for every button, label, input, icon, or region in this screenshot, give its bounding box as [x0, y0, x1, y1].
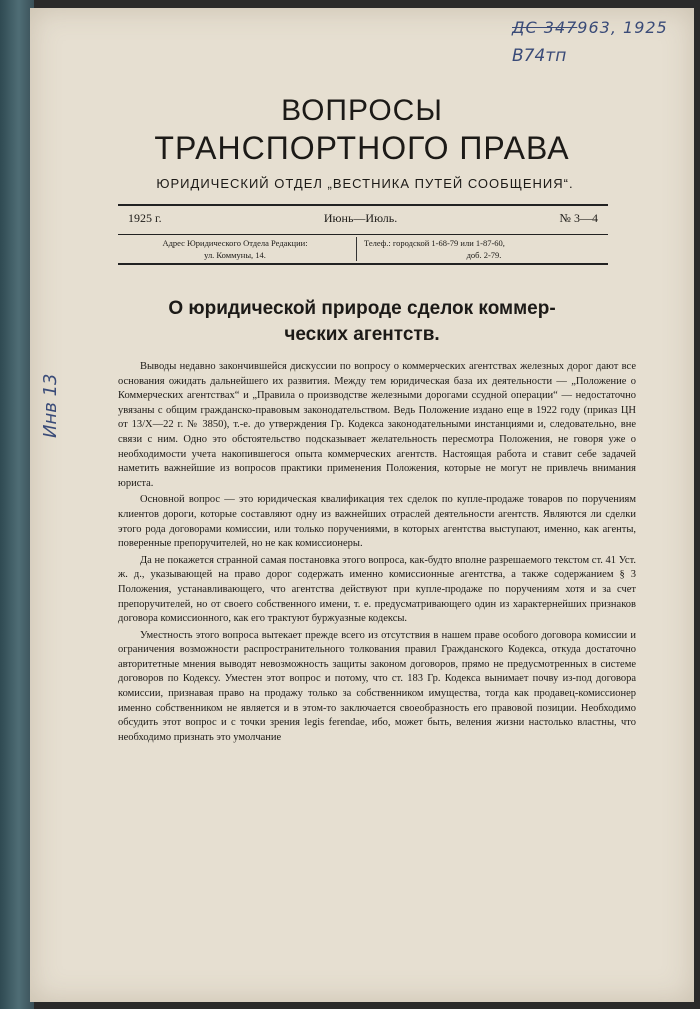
- journal-title-line2: ТРАНСПОРТНОГО ПРАВА: [154, 130, 570, 166]
- journal-title-line1: ВОПРОСЫ: [281, 94, 443, 127]
- editorial-address: Адрес Юридического Отдела Редакции: ул. Коммуны, 14.: [162, 238, 308, 260]
- handwritten-code: В74тп: [512, 46, 567, 66]
- cover-spine: [0, 0, 34, 1009]
- article-paragraph: Основной вопрос — это юридическая квалификация тех сделок по купле-продаже товаров по поручениям клиентов дороги, которые составляют одну из важнейших отраслей деятельности агентств. Являются ли сделки этого рода договорами комиссии, или только поручениями, в которых агентства выступают, именно, как агенты, поверенные препоручителей, но не как комиссионеры.: [118, 494, 636, 550]
- editorial-phone: Телеф.: городской 1-68-79 или 1-87-60, доб. 2-79.: [364, 238, 505, 260]
- issue-number: № 3—4: [559, 211, 598, 225]
- journal-subtitle: ЮРИДИЧЕСКИЙ ОТДЕЛ „ВЕСТНИКА ПУТЕЙ СООБЩЕНИЯ“.: [156, 176, 574, 191]
- document-page: [30, 8, 694, 1002]
- article-paragraph: Да не покажется странной самая постановка этого вопроса, как-будто вполне разрешаемого текстом ст. 41 Уст. ж. д., указывающей на право дорог содержать именно комиссионные агентства, а также содержанием § 3 Положения, устанавливающего, что агентства действуют при купле-продаже по поручениям хотя и за счет препоручителей, но от своего собственного имени, т. е. предусматривающего один из характернейших признаков договора комиссионного, как его трактуют буржуазные кодексы.: [118, 554, 636, 625]
- header-rule-bottom: [118, 263, 608, 265]
- handwritten-shelfmark: ДС 347963, 1925: [512, 18, 668, 37]
- handwritten-inventory-note: Инв 13: [40, 373, 61, 438]
- address-divider: [356, 237, 357, 261]
- article-paragraph: Уместность этого вопроса вытекает прежде всего из отсутствия в нашем праве особого договора комиссии и ограничения возможности распространительного толкования правил Гражданского Кодекса, откуда достаточно авторитетные мнения выводят невозможность защиты законом договоров, прямо не предусмотренных в системе договоров по Кодексу. Уместен этот вопрос и потому, что ст. 183 Гр. Кодекса вынимает почву из-под договора комиссии, признавая право на продажу только за собственником имущества, тогда как продавец-комиссионер именно собственником не является и в этом-то заключается своеобразность его правовой позиции. Необходимо обсудить этот вопрос и с точки зрения legis ferendae, ибо, может быть, веления жизни настолько властны, что необходимо признать это умолчание: [118, 629, 636, 743]
- article-paragraph: Выводы недавно закончившейся дискуссии по вопросу о коммерческих агентствах железных дорог дают все основания ожидать дальнейшего их развития. Между тем юридическая база их деятельности — „Положение о Коммерческих агентствах“ и „Правила о производстве железными дорогами ссудной операции“ — недостаточно увязаны с общим гражданско-правовым законодательством. Ведь Положение издано еще в 1922 году (приказ ЦН от 13/X—22 г. № 3850), т.-е. до утверждения Гр. Кодекса законодательными инстанциями и, следовательно, вне связи с ним. Одно это обстоятельство подсказывает желательность пересмотра Положения, не говоря уже о необходимости учета накопившегося опыта коммерческих агентств. Настоящая работа и ставит себе задачей наметить важнейшие из вопросов практики применения Положения, которые не могут не привлечь внимания юриста.: [118, 361, 636, 489]
- issue-info-row: [128, 211, 598, 226]
- header-rule-middle: [118, 234, 608, 235]
- article-title: О юридической природе сделок коммер- ческих агентств.: [168, 298, 556, 345]
- article-body: [118, 360, 636, 747]
- header-rule-top: [118, 204, 608, 206]
- issue-months: Июнь—Июль.: [323, 211, 398, 225]
- issue-year: 1925 г.: [128, 211, 162, 225]
